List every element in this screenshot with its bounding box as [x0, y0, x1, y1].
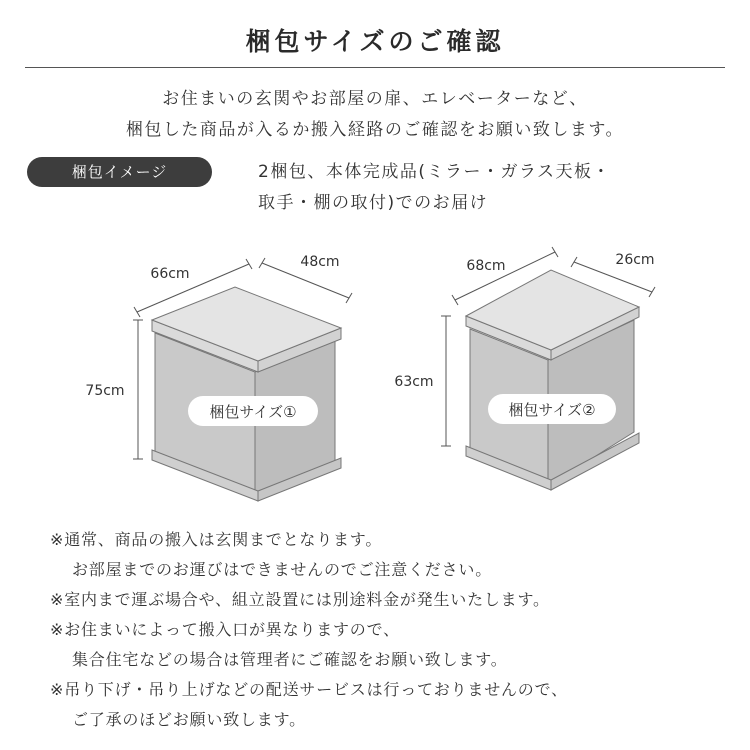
dim-2-height-label: 63cm	[394, 374, 434, 390]
note-4-continued: ご了承のほどお願い致します。	[72, 710, 306, 729]
dim-1-depth-label: 48cm	[300, 254, 340, 270]
dim-2-width-cap-a	[452, 295, 458, 305]
page-title: 梱包サイズのご確認	[245, 27, 505, 56]
intro-line-2: 梱包した商品が入るか搬入経路のご確認をお願い致します。	[125, 120, 625, 140]
package-box-2	[394, 247, 655, 490]
delivery-line-1: 2梱包、本体完成品(ミラー・ガラス天板・	[258, 162, 611, 182]
dim-1-depth-cap-a	[259, 258, 265, 268]
package-label-1: 梱包サイズ①	[209, 403, 297, 421]
title-divider	[25, 67, 725, 68]
note-3-continued: 集合住宅などの場合は管理者にご確認をお願い致します。	[72, 650, 508, 669]
dim-1-width-cap-a	[134, 307, 140, 317]
dim-2-width-cap-b	[552, 247, 558, 257]
package-label-2: 梱包サイズ②	[508, 401, 596, 419]
dim-1-height-label: 75cm	[85, 383, 125, 399]
note-1-continued: お部屋までのお運びはできませんのでご注意ください。	[72, 560, 493, 579]
dim-2-depth-label: 26cm	[615, 252, 655, 268]
dim-1-width-label: 66cm	[150, 266, 190, 282]
delivery-line-2: 取手・棚の取付)でのお届け	[258, 193, 489, 213]
dim-1-width-cap-b	[246, 259, 252, 269]
note-2: ※室内まで運ぶ場合や、組立設置には別途料金が発生いたします。	[50, 590, 550, 609]
note-3: ※お住まいによって搬入口が異なりますので、	[50, 620, 400, 639]
dim-2-depth-cap-a	[571, 257, 577, 267]
dim-1-depth-cap-b	[346, 293, 352, 303]
dim-2-depth-cap-b	[649, 287, 655, 297]
note-1: ※通常、商品の搬入は玄関までとなります。	[50, 530, 383, 549]
package-image-badge: 梱包イメージ	[27, 157, 212, 187]
dim-2-width-label: 68cm	[466, 258, 506, 274]
note-4: ※吊り下げ・吊り上げなどの配送サービスは行っておりませんので、	[50, 680, 568, 699]
intro-line-1: お住まいの玄関やお部屋の扉、エレベーターなど、	[162, 89, 588, 109]
package-diagram	[0, 230, 750, 530]
package-box-1	[85, 254, 352, 501]
